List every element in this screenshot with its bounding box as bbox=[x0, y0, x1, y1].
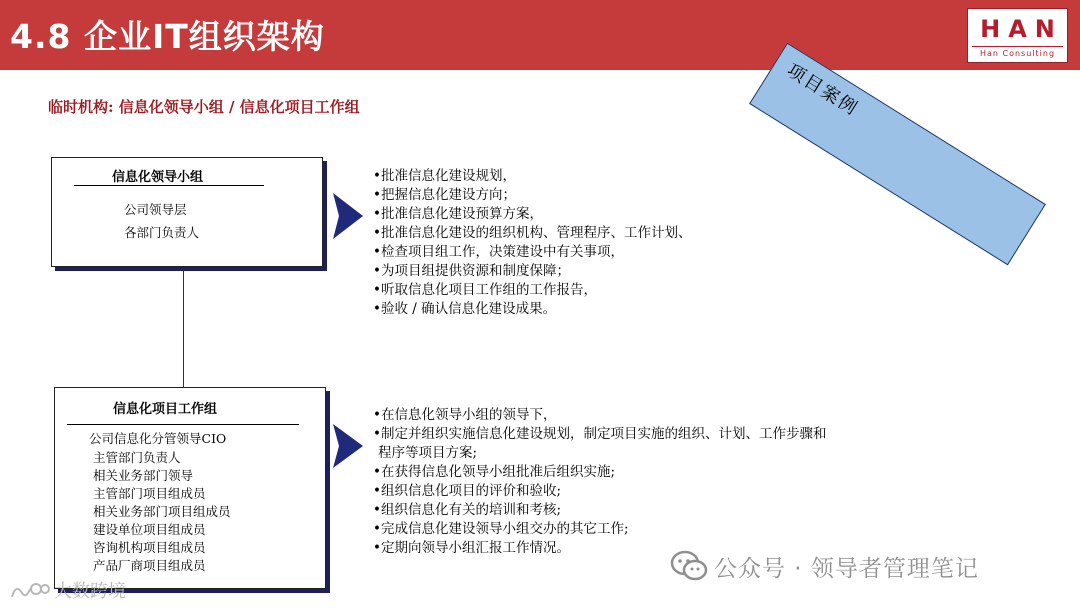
project-duty: •定期向领导小组汇报工作情况。 bbox=[373, 540, 570, 556]
leadership-duty: •验收 / 确认信息化建设成果。 bbox=[373, 301, 557, 317]
han-logo bbox=[967, 8, 1068, 63]
section-subtitle: 临时机构: 信息化领导小组 / 信息化项目工作组 bbox=[48, 98, 360, 116]
project-member: 主管部门项目组成员 bbox=[93, 486, 206, 501]
leadership-member: 公司领导层 bbox=[124, 202, 187, 217]
leadership-duty: •批准信息化建设规划， bbox=[373, 168, 516, 184]
leadership-duty: •听取信息化项目工作组的工作报告， bbox=[373, 282, 597, 298]
project-title-rule bbox=[67, 424, 299, 425]
leadership-duty: •为项目组提供资源和制度保障； bbox=[373, 263, 570, 279]
logo-divider bbox=[972, 46, 1063, 47]
project-duty: •组织信息化有关的培训和考核; bbox=[373, 502, 562, 518]
project-duty: •组织信息化项目的评价和验收; bbox=[373, 483, 562, 499]
leadership-member: 各部门负责人 bbox=[124, 225, 200, 240]
project-duty: •在获得信息化领导小组批准后组织实施; bbox=[373, 464, 616, 480]
project-group-title: 信息化项目工作组 bbox=[113, 402, 218, 417]
project-member: 产品厂商项目组成员 bbox=[93, 558, 206, 573]
org-connector-line bbox=[183, 269, 184, 387]
leadership-title-rule bbox=[74, 185, 264, 186]
project-duty: 程序等项目方案; bbox=[378, 445, 478, 461]
page-title: 4.8 企业IT组织架构 bbox=[10, 17, 325, 56]
project-member: 公司信息化分管领导CIO bbox=[89, 431, 227, 446]
leadership-group-title: 信息化领导小组 bbox=[112, 170, 204, 185]
logo-word: HAN bbox=[980, 15, 1063, 43]
project-group-box bbox=[54, 387, 326, 589]
leadership-duty: •检查项目组工作，决策建设中有关事项， bbox=[373, 244, 624, 260]
leadership-duty: •批准信息化建设预算方案， bbox=[373, 206, 543, 222]
triangle-arrow-icon bbox=[333, 424, 365, 468]
case-label: 项目案例 bbox=[783, 59, 862, 121]
logo-subtext: Han Consulting bbox=[979, 49, 1056, 58]
project-member: 主管部门负责人 bbox=[93, 450, 181, 465]
project-member: 建设单位项目组成员 bbox=[93, 522, 206, 537]
triangle-arrow-icon bbox=[333, 193, 365, 239]
case-banner bbox=[749, 43, 1046, 266]
leadership-duty: •批准信息化建设的组织机构、管理程序、工作计划、 bbox=[373, 225, 692, 241]
wechat-watermark-text: 公众号 · 领导者管理笔记 bbox=[714, 556, 979, 582]
leadership-duty: •把握信息化建设方向； bbox=[373, 187, 516, 203]
header-bar bbox=[0, 0, 1080, 70]
leadership-group-box bbox=[51, 157, 323, 267]
corner-watermark-text: 大数跨境 bbox=[54, 581, 126, 602]
wechat-icon bbox=[670, 550, 708, 582]
project-member: 咨询机构项目组成员 bbox=[93, 540, 206, 555]
project-duty: •完成信息化建设领导小组交办的其它工作; bbox=[373, 521, 629, 537]
project-member: 相关业务部门领导 bbox=[93, 468, 194, 483]
project-member: 相关业务部门项目组成员 bbox=[93, 504, 231, 519]
project-duty: •制定并组织实施信息化建设规划，制定项目实施的组织、计划、工作步骤和 bbox=[373, 426, 827, 442]
project-duty: •在信息化领导小组的领导下， bbox=[373, 407, 557, 423]
corner-logo-icon bbox=[10, 579, 50, 603]
